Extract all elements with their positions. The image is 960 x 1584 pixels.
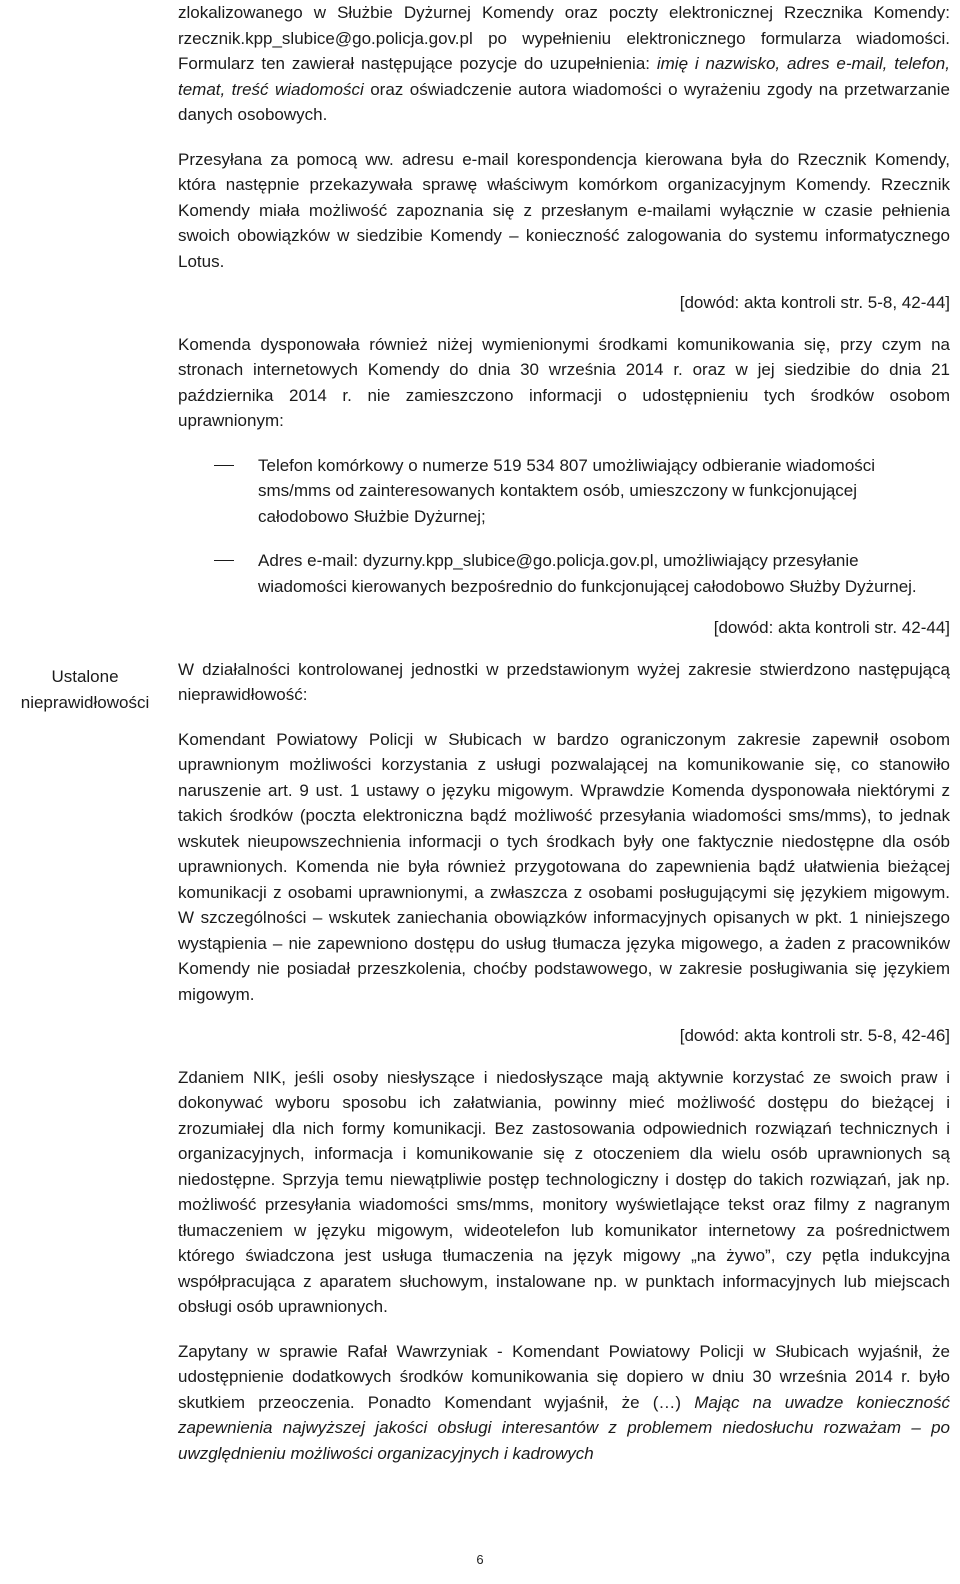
paragraph-italic-text: imię i nazwisko, adres e-mail, telefon, temat, treść wiadomości [178,54,950,99]
side-label [0,664,170,715]
paragraph-nik-opinion: Zdaniem NIK, jeśli osoby niesłyszące i niedosłyszące mają aktywnie korzystać ze swoich praw i dokonywać wyboru sposobu ich załatwiania, powinny mieć możliwość dostępu do bieżącej i zrozumiałej dla nich formy komunikacji. Bez zastosowania odpowiednich rozwiązań technicznych i organizacyjnych, informacja i komunikowanie się z otoczeniem dla wielu osób uprawnionych są niedostępne. Sprzyja temu niewątpliwie postęp technologiczny i dostęp do takich rozwiązań, jak np. możliwość przesyłania wiadomości sms/mms, monitory wyświetlające tekst oraz filmy z nagranym tłumaczeniem w języku migowym, wideotelefon lub komunikator internetowy za pośrednictwem którego świadczona jest usługa tłumaczenia na język migowy „na żywo”, czy pętla indukcyjna współpracująca z aparatem słuchowym, instalowane np. w punktach informacyjnych lub miejscach obsługi osób uprawnionych. [178,1067,950,1316]
list-item-text: Telefon komórkowy o numerze 519 534 807 umożliwiający odbieranie wiadomości sms/mms od zainteresowanych kontaktem osób, umieszczony w funkcjonującej całodobowo Służbie Dyżurnej; [258,455,876,526]
list-item-text: Adres e-mail: dyzurny.kpp_slubice@go.policja.gov.pl, umożliwiający przesyłanie wiadomości kierowanych bezpośrednio do funkcjonującej całodobowo Służby Dyżurnej. [258,551,917,596]
evidence-reference: [dowód: akta kontroli str. 5-8, 42-46] [679,1026,950,1045]
paragraph-irregularity-intro: W działalności kontrolowanej jednostki w przedstawionym wyżej zakresie stwierdzono następującą nieprawidłowość: [178,659,950,704]
main-text-column [178,0,950,1466]
paragraph-commander-explanation [178,1339,950,1467]
paragraph-text: oraz oświadczenie autora wiadomości o wyrażeniu zgody na przetwarzanie danych osobowych. [178,79,950,124]
side-label-line: Ustalone [51,667,119,686]
paragraph-form-description [178,0,950,128]
list-item [178,453,950,530]
paragraph-email-correspondence: Przesyłana za pomocą ww. adresu e-mail korespondencja kierowana była do Rzecznik Komendy, która następnie przekazywała sprawę właściwym komórkom organizacyjnym Komendy. Rzecznik Komendy miała możliwość zapoznania się z przesłanym e-mailami wyłącznie w czasie pełnienia swoich obowiązków w siedzibie Komendy – konieczność zalogowania do systemu informatycznego Lotus. [178,149,950,271]
dash-bullet-icon [214,560,234,561]
paragraph-communication-means: Komenda dysponowała również niżej wymienionymi środkami komunikowania się, przy czym na stronach internetowych Komendy do dnia 30 września 2014 r. oraz w jej siedzibie do dnia 21 października 2014 r. nie zamieszczono informacji o udostępnieniu tych środków osobom uprawnionym: [178,334,950,430]
paragraph-text: zlokalizowanego w Służbie Dyżurnej Komendy oraz poczty elektronicznej Rzecznika Komendy: rzecznik.kpp_slubice@go.policja.gov.pl po wypełnieniu elektronicznego formularza wiadomości. Formularz ten zawierał następujące pozycje do uzupełnienia: [178,3,950,73]
paragraph-text: Zapytany w sprawie Rafał Wawrzyniak - Komendant Powiatowy Policji w Słubicach wyjaśnił, że udostępnienie dodatkowych środków komunikowania się dopiero w dniu 30 września 2014 r. było skutkiem przeoczenia. Ponadto Komendant wyjaśnił, że (…) [178,1341,950,1412]
side-label-line: nieprawidłowości [20,692,150,712]
page-number: 6 [476,1552,484,1567]
dash-bullet-icon [214,465,234,466]
quoted-italic-text: Mając na uwadze konieczność zapewnienia najwyższej jakości obsługi interesantów z problemem niedosłuchu rozważam – po uwzględnieniu możliwości organizacyjnych i kadrowych [178,1392,951,1463]
evidence-reference: [dowód: akta kontroli str. 5-8, 42-44] [679,293,950,312]
list-item [178,548,950,599]
paragraph-irregularity-details: Komendant Powiatowy Policji w Słubicach w bardzo ograniczonym zakresie zapewnił osobom uprawnionym możliwości korzystania z usługi pozwalającej na komunikowanie się, co stanowiło naruszenie art. 9 ust. 1 ustawy o języku migowym. Wprawdzie Komenda dysponowała niektórymi z takich środków (poczta elektroniczna bądź możliwość przesyłania wiadomości sms/mms), to jednak wskutek nieupowszechnienia informacji o tych środkach były one faktycznie niedostępne dla osób uprawnionych. Komenda nie była również przygotowana do zapewnienia bądź ułatwienia bieżącej komunikacji z osobami uprawnionymi, a zwłaszcza z osobami posługującymi się językiem migowym. W szczególności – wskutek zaniechania obowiązków informacyjnych opisanych w pkt. 1 niniejszego wystąpienia – nie zapewniono dostępu do usług tłumacza języka migowego, a żaden z pracowników Komendy nie posiadał przeszkolenia, choćby podstawowego, w zakresie posługiwania się językiem migowym. [178,729,950,1004]
evidence-reference: [dowód: akta kontroli str. 42-44] [713,618,950,637]
